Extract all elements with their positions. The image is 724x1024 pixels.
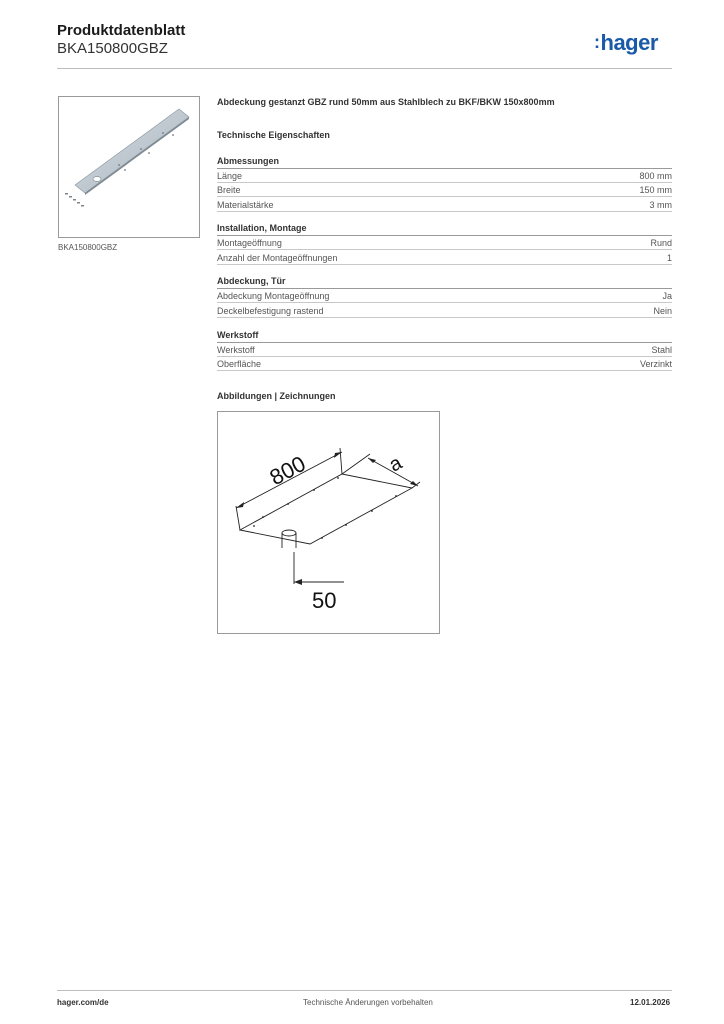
footer-website: hager.com/de bbox=[57, 998, 109, 1007]
properties-title: Technische Eigenschaften bbox=[217, 130, 330, 140]
dim-length-label: 800 bbox=[265, 450, 310, 491]
dimension-drawing-icon bbox=[218, 412, 439, 633]
row-value: Nein bbox=[653, 305, 672, 316]
dim-hole-label: 50 bbox=[312, 588, 337, 613]
table-row bbox=[217, 251, 672, 265]
hager-logo bbox=[594, 30, 658, 56]
row-label: Länge bbox=[217, 170, 243, 181]
row-label: Deckelbefestigung rastend bbox=[217, 305, 324, 316]
row-value: Ja bbox=[662, 290, 672, 301]
table-row bbox=[217, 169, 672, 183]
product-description: Abdeckung gestanzt GBZ rund 50mm aus Stahlblech zu BKF/BKW 150x800mm bbox=[217, 97, 555, 107]
group-title-installation: Installation, Montage bbox=[217, 223, 672, 236]
row-label: Anzahl der Montageöffnungen bbox=[217, 252, 338, 263]
row-value: 3 mm bbox=[649, 199, 672, 210]
row-value: 800 mm bbox=[639, 170, 672, 181]
row-label: Montageöffnung bbox=[217, 237, 282, 248]
product-image-caption: BKA150800GBZ bbox=[58, 243, 118, 252]
product-image bbox=[58, 96, 200, 238]
table-row bbox=[217, 198, 672, 212]
row-value: Verzinkt bbox=[639, 358, 672, 369]
logo-dots-icon: : bbox=[594, 32, 600, 52]
row-label: Werkstoff bbox=[217, 344, 255, 355]
row-value: Stahl bbox=[651, 344, 672, 355]
row-value: 1 bbox=[666, 252, 672, 263]
dim-width-label: a bbox=[385, 451, 406, 477]
logo-text: hager bbox=[600, 30, 658, 55]
table-row bbox=[217, 304, 672, 318]
row-value: 150 mm bbox=[639, 184, 672, 195]
technical-drawing bbox=[217, 411, 440, 634]
group-title-abmessungen: Abmessungen bbox=[217, 156, 672, 169]
row-label: Abdeckung Montageöffnung bbox=[217, 290, 330, 301]
table-row bbox=[217, 357, 672, 371]
footer-divider bbox=[57, 990, 672, 991]
table-row bbox=[217, 236, 672, 250]
footer-date: 12.01.2026 bbox=[630, 998, 671, 1007]
header-divider bbox=[57, 68, 672, 69]
table-row bbox=[217, 183, 672, 197]
group-title-werkstoff: Werkstoff bbox=[217, 330, 672, 343]
article-number: BKA150800GBZ bbox=[57, 40, 168, 57]
row-label: Breite bbox=[217, 184, 241, 195]
footer-notice: Technische Änderungen vorbehalten bbox=[303, 998, 433, 1007]
table-row bbox=[217, 289, 672, 303]
table-row bbox=[217, 343, 672, 357]
drawings-title: Abbildungen | Zeichnungen bbox=[217, 391, 336, 401]
cover-plate-icon bbox=[59, 97, 199, 237]
group-title-abdeckung: Abdeckung, Tür bbox=[217, 276, 672, 289]
document-title: Produktdatenblatt bbox=[57, 22, 186, 39]
row-value: Rund bbox=[650, 237, 672, 248]
row-label: Oberfläche bbox=[217, 358, 262, 369]
row-label: Materialstärke bbox=[217, 199, 274, 210]
